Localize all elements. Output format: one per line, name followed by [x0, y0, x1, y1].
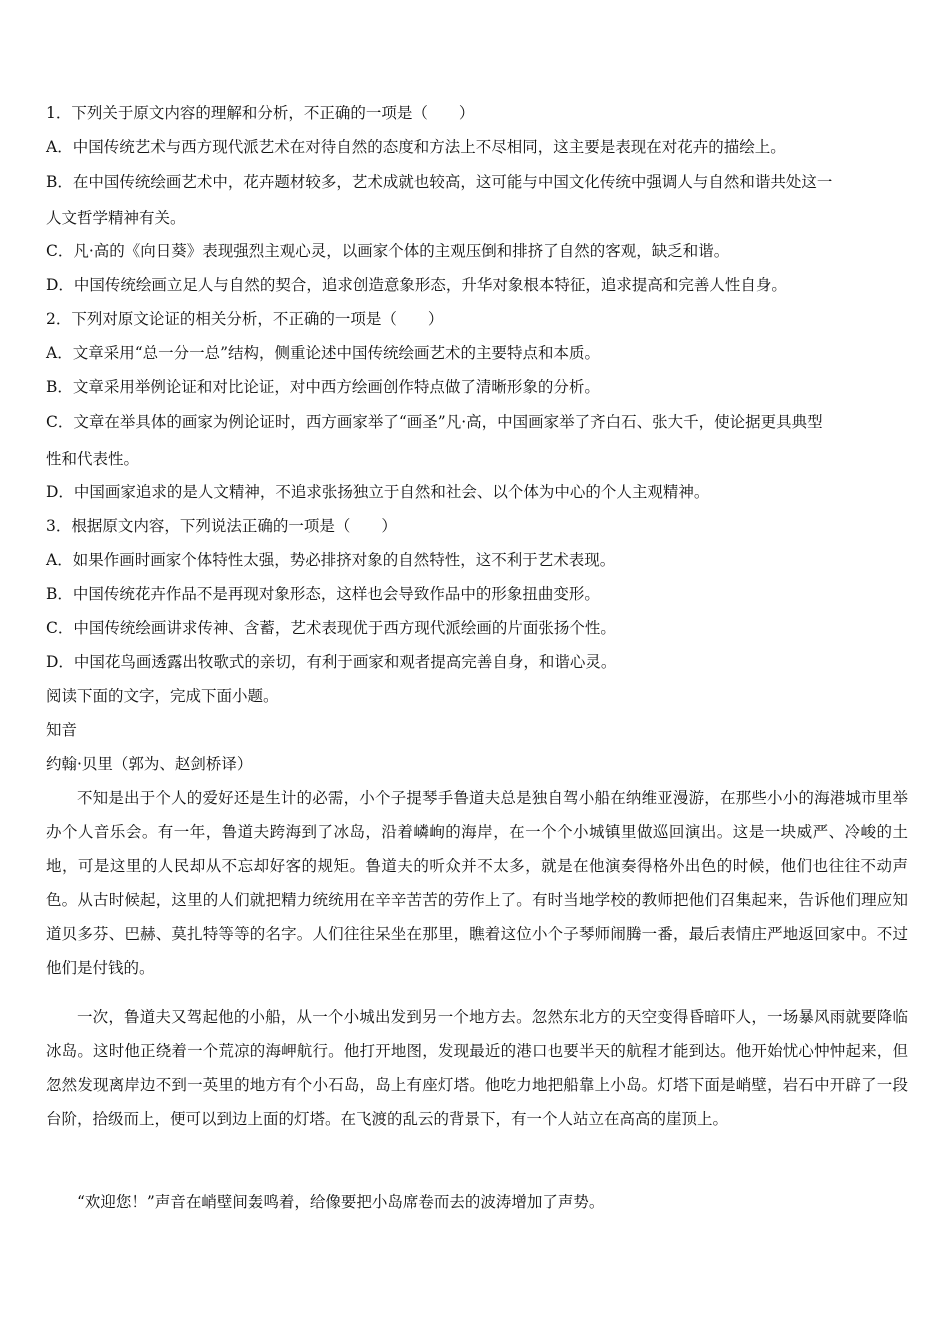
reading-instruction: 阅读下面的文字，完成下面小题。	[46, 687, 279, 705]
story-title: 知音	[46, 721, 78, 739]
q1-option-b-line2: 人文哲学精神有关。	[46, 209, 186, 227]
q1-option-d: D．中国传统绘画立足人与自然的契合，追求创造意象形态，升华对象根本特征，追求提高和完善人性自身。	[46, 276, 787, 294]
q1-option-b-line1: B．在中国传统绘画艺术中，花卉题材较多，艺术成就也较高，这可能与中国文化传统中强调人与自然和谐共处这一	[46, 173, 833, 191]
q2-stem: 2．下列对原文论证的相关分析，不正确的一项是（ ）	[46, 310, 444, 328]
q2-option-a: A．文章采用“总一分一总”结构，侧重论述中国传统绘画艺术的主要特点和本质。	[46, 344, 601, 362]
q2-option-c-line1: C．文章在举具体的画家为例论证时，西方画家举了“画圣”凡·高，中国画家举了齐白石、张大千，使论据更具典型	[46, 413, 823, 431]
story-paragraph-2: 一次，鲁道夫又驾起他的小船，从一个小城出发到另一个地方去。忽然东北方的天空变得昏暗吓人，一场暴风雨就要降临冰岛。这时他正绕着一个荒凉的海岬航行。他打开地图，发现最近的港口也要半天的航程才能到达。他开始忧心忡忡起来，但忽然发现离岸边不到一英里的地方有个小石岛，岛上有座灯塔。他吃力地把船靠上小岛。灯塔下面是峭壁，岩石中开辟了一段台阶，拾级而上，便可以到边上面的灯塔。在飞渡的乱云的背景下，有一个人站立在高高的崖顶上。	[46, 1008, 908, 1128]
q1-option-c: C．凡·高的《向日葵》表现强烈主观心灵，以画家个体的主观压倒和排挤了自然的客观，缺乏和谐。	[46, 242, 730, 260]
q1-option-a: A．中国传统艺术与西方现代派艺术在对待自然的态度和方法上不尽相同，这主要是表现在对花卉的描绘上。	[46, 138, 786, 156]
story-paragraph-3: “欢迎您！”声音在峭壁间轰鸣着，给像要把小岛席卷而去的波涛增加了声势。	[77, 1193, 605, 1211]
q2-option-d: D．中国画家追求的是人文精神，不追求张扬独立于自然和社会、以个体为中心的个人主观精神。	[46, 483, 710, 501]
q2-option-c-line2: 性和代表性。	[46, 450, 140, 468]
q3-option-d: D．中国花鸟画透露出牧歌式的亲切，有利于画家和观者提高完善自身，和谐心灵。	[46, 653, 617, 671]
q3-stem: 3．根据原文内容，下列说法正确的一项是（ ）	[46, 517, 397, 535]
story-author: 约翰·贝里（郭为、赵剑桥译）	[46, 755, 253, 773]
q3-option-c: C．中国传统绘画讲求传神、含蓄，艺术表现优于西方现代派绘画的片面张扬个性。	[46, 619, 616, 637]
q2-option-b: B．文章采用举例论证和对比论证，对中西方绘画创作特点做了清晰形象的分析。	[46, 378, 600, 396]
story-paragraph-1: 不知是出于个人的爱好还是生计的必需，小个子提琴手鲁道夫总是独自驾小船在纳维亚漫游，在那些小小的海港城市里举办个人音乐会。有一年，鲁道夫跨海到了冰岛，沿着嶙峋的海岸，在一个个小城镇里做巡回演出。这是一块威严、冷峻的土地，可是这里的人民却从不忘却好客的规矩。鲁道夫的听众并不太多，就是在他演奏得格外出色的时候，他们也往往不动声色。从古时候起，这里的人们就把精力统统用在辛辛苦苦的劳作上了。有时当地学校的教师把他们召集起来，告诉他们理应知道贝多芬、巴赫、莫扎特等等的名字。人们往往呆坐在那里，瞧着这位小个子琴师闹腾一番，最后表情庄严地返回家中。不过他们是付钱的。	[46, 789, 908, 977]
q1-stem: 1．下列关于原文内容的理解和分析，不正确的一项是（ ）	[46, 104, 475, 122]
q3-option-a: A．如果作画时画家个体特性太强，势必排挤对象的自然特性，这不利于艺术表现。	[46, 551, 616, 569]
q3-option-b: B．中国传统花卉作品不是再现对象形态，这样也会导致作品中的形象扭曲变形。	[46, 585, 600, 603]
